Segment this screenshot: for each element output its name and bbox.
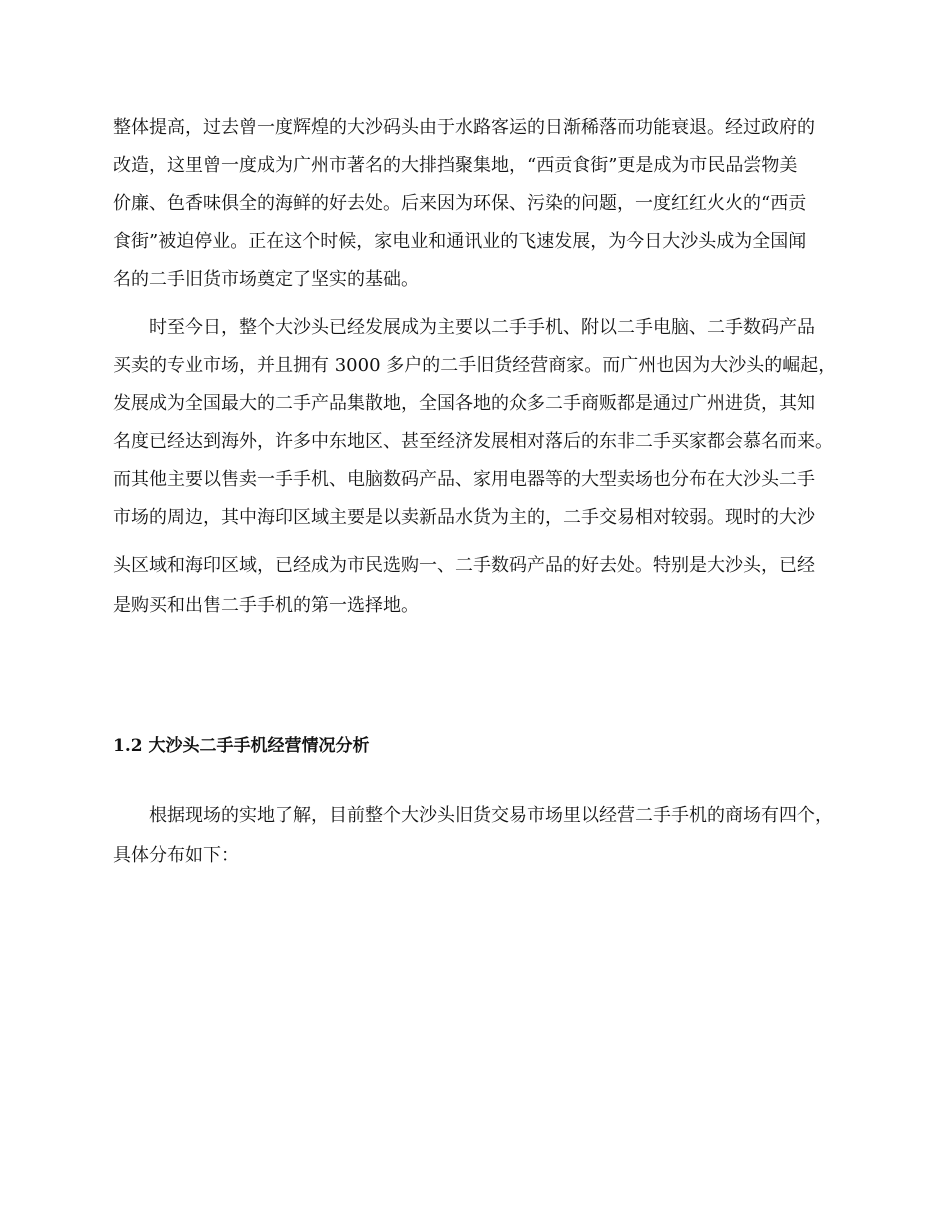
paragraph-2-line-8: 是购买和出售二手手机的第一选择地。 [113,595,419,616]
paragraph-2-line-2: 买卖的专业市场，并且拥有 3000 多户的二手旧货经营商家。而广州也因为大沙头的崛起， [113,355,837,376]
paragraph-1-line-4: 食街”被迫停业。正在这个时候，家电业和通讯业的飞速发展，为今日大沙头成为全国闻 [113,231,807,252]
paragraph-2-line-3: 发展成为全国最大的二手产品集散地，全国各地的众多二手商贩都是通过广州进货，其知 [113,393,815,414]
section-heading: 1.2 大沙头二手手机经营情况分析 [113,736,370,756]
paragraph-2-line-1: 时至今日，整个大沙头已经发展成为主要以二手手机、附以二手电脑、二手数码产品 [113,317,815,338]
paragraph-1-line-3: 价廉、色香味俱全的海鲜的好去处。后来因为环保、污染的问题，一度红红火火的“西贡 [113,193,807,214]
paragraph-2-line-4: 名度已经达到海外，许多中东地区、甚至经济发展相对落后的东非二手买家都会慕名而来。 [113,431,833,452]
paragraph-2-line-5: 而其他主要以售卖一手手机、电脑数码产品、家用电器等的大型卖场也分布在大沙头二手 [113,469,815,490]
paragraph-1-line-2: 改造，这里曾一度成为广州市著名的大排挡聚集地，“西贡食街”更是成为市民品尝物美 [113,155,798,176]
paragraph-1-line-1: 整体提高，过去曾一度辉煌的大沙码头由于水路客运的日渐稀落而功能衰退。经过政府的 [113,117,815,138]
paragraph-1-line-5: 名的二手旧货市场奠定了坚实的基础。 [113,269,419,290]
paragraph-3-line-2: 具体分布如下： [113,845,239,866]
paragraph-3-line-1: 根据现场的实地了解，目前整个大沙头旧货交易市场里以经营二手手机的商场有四个， [113,805,833,826]
paragraph-2-line-7: 头区域和海印区域，已经成为市民选购一、二手数码产品的好去处。特别是大沙头，已经 [113,555,815,576]
paragraph-2-line-6: 市场的周边，其中海印区域主要是以卖新品水货为主的，二手交易相对较弱。现时的大沙 [113,507,815,528]
